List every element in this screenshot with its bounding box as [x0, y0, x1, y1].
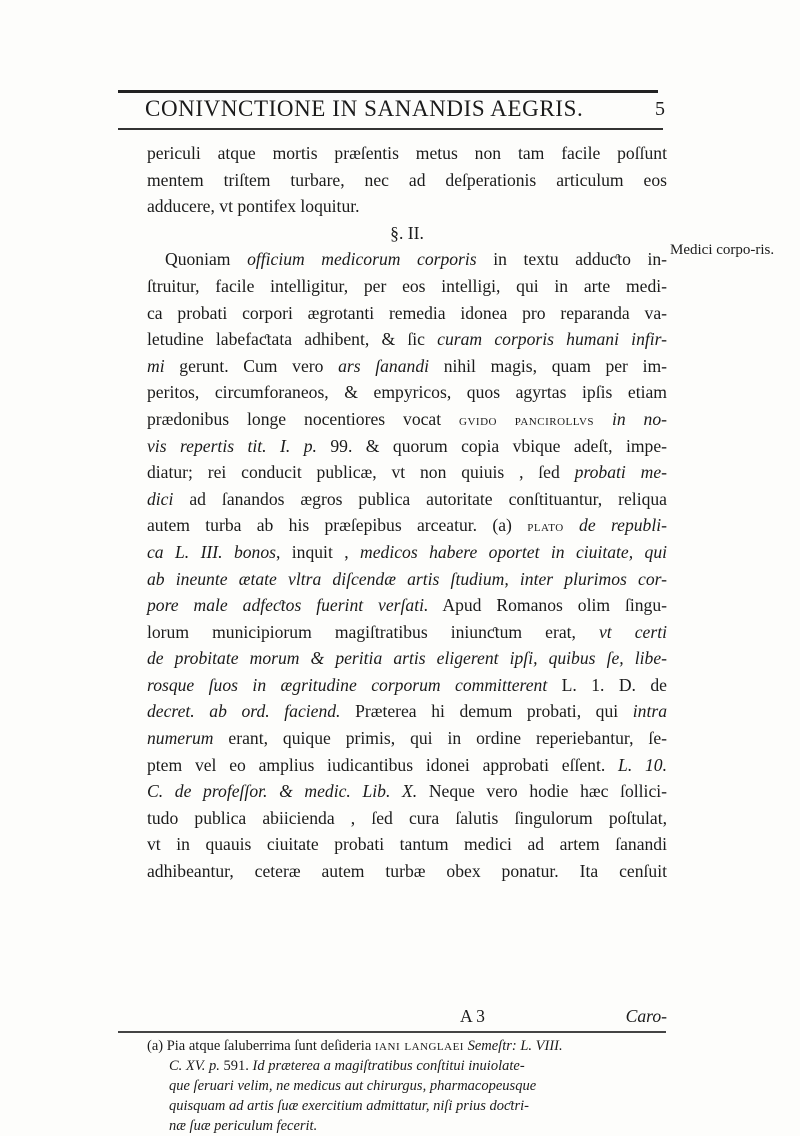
text-line: numerum erant, quique primis, qui in ordine reperiebantur, ſe-: [147, 728, 667, 749]
header-rule: [118, 128, 663, 130]
text-line: periculi atque mortis præſentis metus non tam facile poſſunt: [147, 143, 667, 163]
text-line: C. de profeſſor. & medic. Lib. X. Neque vero hodie hæc ſollici-: [147, 781, 668, 802]
text-line: ſtruitur, facile intelligitur, per eos intelligi, qui in arte medi-: [147, 275, 667, 296]
text-line: vt in quauis ciuitate probati tantum medici ad artem ſanandi: [147, 834, 667, 855]
footnote-line: quisquam ad artis ſuæ exercitium admittatur, niſi prius doƈtri-: [169, 1098, 529, 1114]
text-line: de probitate morum & peritia artis eligerent ipſi, quibus ſe, libe-: [147, 648, 667, 669]
text-line: adducere, vt pontifex loquitur.: [147, 196, 360, 217]
text-line: tudo publica abiicienda , ſed cura ſalutis ſingulorum poſtulat,: [147, 807, 667, 828]
text-line: mi gerunt. Cum vero ars ſanandi nihil magis, quam per im-: [147, 355, 668, 376]
text-line: peritos, circumforaneos, & empyricos, quos agyrtas ipſis etiam: [147, 382, 667, 403]
text-line: ca probati corpori ægrotanti remedia idonea pro reparanda va-: [147, 302, 667, 323]
text-line: dici ad ſanandos ægros publica autoritate conſtituantur, reliqua: [147, 488, 667, 509]
text-line: Quoniam officium medicorum corporis in textu adduƈto in-: [165, 249, 668, 270]
text-line: autem turba ab his præſepibus arceatur. (a) plato de republi-: [147, 515, 667, 536]
text-line: prædonibus longe nocentiores vocat gvido pancirollvs in no-: [147, 408, 667, 429]
main-text: [147, 140, 667, 885]
catchword: Caro-: [625, 1006, 667, 1026]
text-line: decret. ab ord. faciend. Præterea hi demum probati, qui intra: [147, 701, 667, 722]
text-line: ca L. III. bonos, inquit , medicos habere oportet in ciuitate, qui: [147, 541, 668, 562]
text-line: mentem triſtem turbare, nec ad deſperationis articulum eos: [147, 169, 667, 190]
running-header: [145, 96, 665, 132]
footnote-line: que ſeruari velim, ne medicus aut chirurgus, pharmacopeusque: [169, 1078, 537, 1094]
text-line: adhibeantur, ceteræ autem turbæ obex ponatur. Ita cenſuit: [147, 861, 667, 882]
text-line: rosque ſuos in ægritudine corporum committerent L. 1. D. de: [147, 674, 667, 695]
text-line: letudine labefaƈtata adhibent, & ſic curam corporis humani infir-: [147, 329, 667, 350]
footnote-line: (a) Pia atque ſaluberrima ſunt deſideria iani langlaei Semeſtr: L. VIII.: [147, 1038, 563, 1054]
catch-row: [147, 1006, 667, 1030]
text-line: pore male adfeƈtos fuerint verſati. Apud Romanos olim ſingu-: [147, 595, 667, 616]
marginal-note: Medici corpo-ris.: [670, 242, 775, 258]
top-rule: [118, 90, 658, 93]
text-line: vis repertis tit. I. p. 99. & quorum copia vbique adeſt, impe-: [147, 435, 667, 456]
text-line: diatur; rei conducit publicæ, vt non quiuis , ſed probati me-: [147, 462, 668, 483]
footnote-rule: [118, 1031, 666, 1033]
text-line: ab ineunte ætate vltra diſcendæ artis ſtudium, inter plurimos cor-: [147, 568, 667, 589]
running-title: CONIVNCTIONE IN SANANDIS AEGRIS.: [145, 96, 584, 121]
section-heading: §. II.: [390, 222, 424, 243]
footnote-line: næ ſuæ periculum fecerit.: [169, 1118, 318, 1134]
text-line: lorum municipiorum magiſtratibus iniunƈtum erat, vt certi: [147, 621, 667, 642]
page-number: 5: [655, 98, 665, 120]
footnote: [147, 1036, 667, 1136]
signature-mark: A 3: [460, 1006, 485, 1026]
footnote-line: C. XV. p. 591. Id præterea a magiſtratibus conſtitui inuiolate-: [169, 1058, 525, 1074]
text-line: ptem vel eo amplius iudicantibus idonei approbati eſſent. L. 10.: [147, 754, 667, 775]
